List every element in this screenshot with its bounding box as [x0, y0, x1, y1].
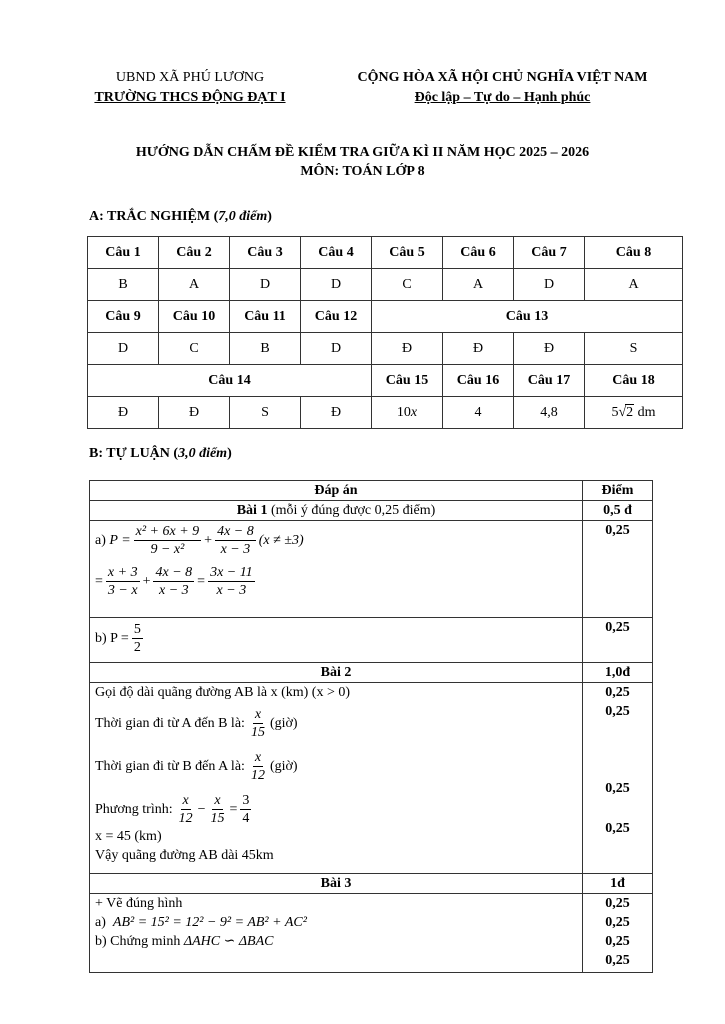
- table-row: Gọi độ dài quãng đường AB là x (km) (x > 0) Thời gian đi từ A đến B là: $\frac{x}{15}$ (giờ) Thời gian đi từ B đến A là: $\frac{x}{12}$ (giờ) Phương trình: $\frac{x}{12}$ − $\frac{x}{15}$ = $\frac{3}{4}$ x = 45 (km) Vậy quãng đường AB dài 45km 0,25 0,25 0,25 0,25: [90, 683, 653, 874]
- title-line-2: MÔN: TOÁN LỚP 8: [300, 164, 425, 179]
- multiple-choice-answer-table: [87, 236, 683, 429]
- table-row: b) P = $\frac{5}{2}$ 0,25: [90, 618, 653, 663]
- school-name: TRƯỜNG THCS ĐỘNG ĐẠT I: [94, 90, 286, 105]
- table-row: Bài 1 (mỗi ý đúng được 0,25 điểm) 0,5 đ: [90, 501, 653, 521]
- table-row: Câu 1 Câu 2 Câu 3 Câu 4 Câu 5 Câu 6 Câu 7 Câu 8: [88, 237, 683, 269]
- table-row: B A D D C A D A: [88, 269, 683, 301]
- country-name: CỘNG HÒA XÃ HỘI CHỦ NGHĨA VIỆT NAM: [357, 70, 648, 85]
- q18-answer: 5√2 dm: [585, 397, 683, 429]
- motto: Độc lập – Tự do – Hạnh phúc: [414, 90, 591, 105]
- table-row: + Vẽ đúng hình a) AB² = 15² = 12² − 9² = AB² + AC² b) Chứng minh ΔAHC ∽ ΔBAC 0,25 0,25 0,25 0,25: [90, 894, 653, 973]
- table-row: a) P = $\frac{\text{x² + 6x + 9}}{\text{9 − x²}}$ + $\frac{4x - 8}{x - 3}$ (x ≠ ±3) = $\frac{x + 3}{3 - x}$ + $\frac{4x - 8}{x - 3}$ = $\frac{3x - 11}{x - 3}$ 0,25: [90, 521, 653, 618]
- header-left: [70, 68, 310, 108]
- header-right: [320, 68, 685, 108]
- section-b-heading: B: TỰ LUẬN (3,0 điểm): [89, 446, 232, 461]
- table-row: D C B D Đ Đ Đ S: [88, 333, 683, 365]
- table-row: Bài 3 1đ: [90, 874, 653, 894]
- essay-grading-table: [89, 480, 653, 973]
- table-row: Câu 9 Câu 10 Câu 11 Câu 12 Câu 13: [88, 301, 683, 333]
- table-row: Đ Đ S Đ 10x 4 4,8 5√2 dm: [88, 397, 683, 429]
- table-row: Câu 14 Câu 15 Câu 16 Câu 17 Câu 18: [88, 365, 683, 397]
- table-header-row: Đáp án Điểm: [90, 481, 653, 501]
- title-line-1: HƯỚNG DẪN CHẤM ĐỀ KIỂM TRA GIỮA KÌ II NĂM HỌC 2025 – 2026: [135, 145, 590, 160]
- document-title: [0, 143, 725, 181]
- table-row: Bài 2 1,0đ: [90, 663, 653, 683]
- section-a-heading: A: TRẮC NGHIỆM (7,0 điểm): [89, 209, 272, 224]
- district-name: UBND XÃ PHÚ LƯƠNG: [115, 70, 265, 85]
